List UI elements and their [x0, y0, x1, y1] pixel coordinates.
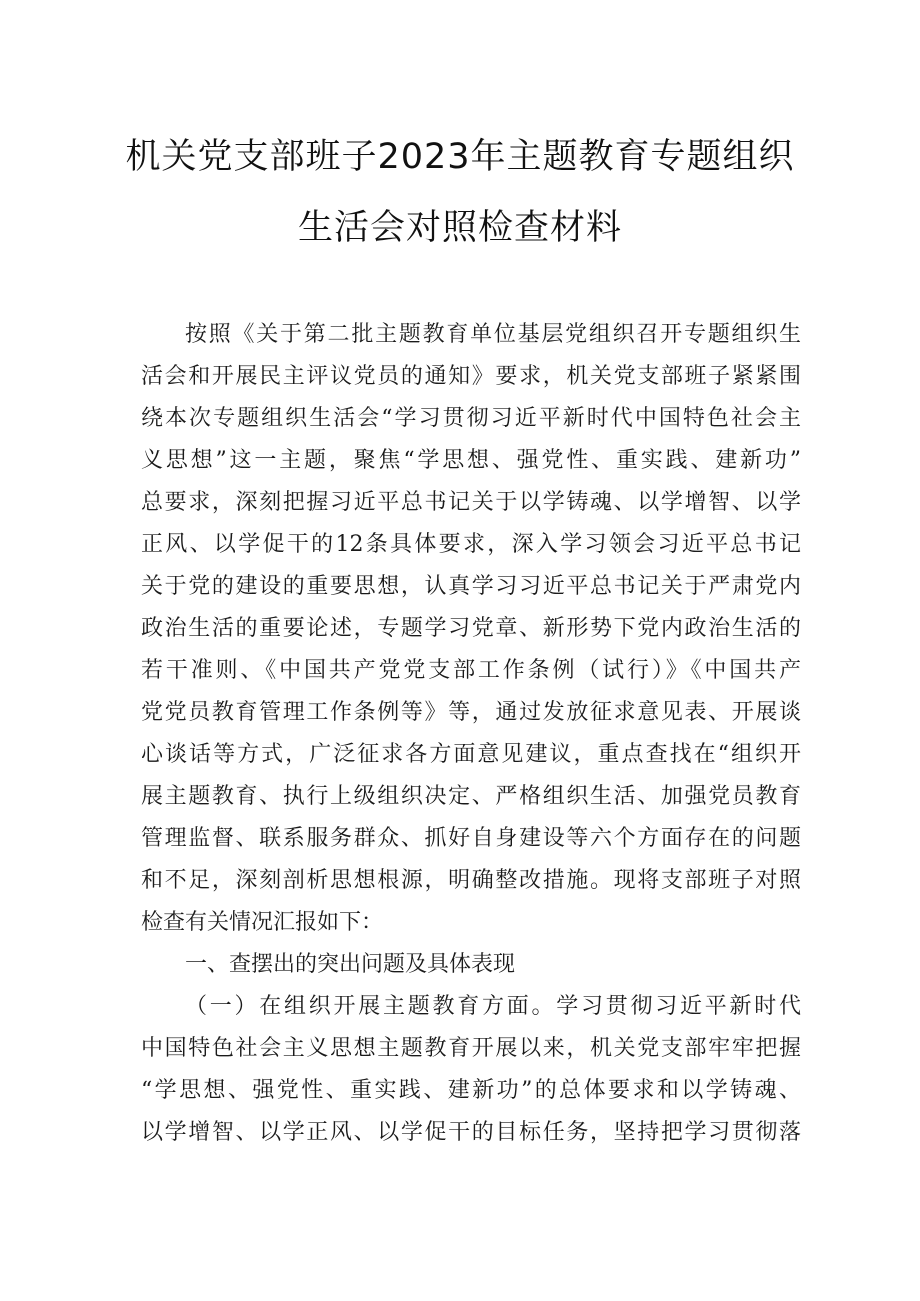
- body-line: 心谈话等方式，广泛征求各方面意见建议，重点查找在“组织开: [141, 742, 801, 767]
- body-line: 总要求，深刻把握习近平总书记关于以学铸魂、以学增智、以学: [141, 490, 801, 515]
- body-line: 政治生活的重要论述，专题学习党章、新形势下党内政治生活的: [141, 616, 801, 641]
- body-line: 管理监督、联系服务群众、抓好自身建设等六个方面存在的问题: [141, 826, 801, 851]
- section-heading: 一、查摆出的突出问题及具体表现: [185, 952, 516, 977]
- body-line: 中国特色社会主义思想主题教育开展以来，机关党支部牢牢把握: [141, 1036, 801, 1061]
- document-title-line-1: 机关党支部班子2023年主题教育专题组织: [125, 137, 795, 177]
- body-line: “学思想、强党性、重实践、建新功”的总体要求和以学铸魂、: [141, 1078, 801, 1103]
- body-line: 以学增智、以学正风、以学促干的目标任务，坚持把学习贯彻落: [141, 1120, 801, 1145]
- body-line: 关于党的建设的重要思想，认真学习习近平总书记关于严肃党内: [141, 574, 801, 599]
- document-title-line-2: 生活会对照检查材料: [297, 208, 622, 248]
- body-line: 绕本次专题组织生活会“学习贯彻习近平新时代中国特色社会主: [141, 406, 801, 431]
- body-line: 展主题教育、执行上级组织决定、严格组织生活、加强党员教育: [141, 784, 801, 809]
- subsection-heading: （一）在组织开展主题教育方面。学习贯彻习近平新时代: [185, 994, 801, 1019]
- body-line: 党党员教育管理工作条例等》等，通过发放征求意见表、开展谈: [141, 700, 801, 725]
- body-line: 和不足，深刻剖析思想根源，明确整改措施。现将支部班子对照: [141, 868, 801, 893]
- body-line: 按照《关于第二批主题教育单位基层党组织召开专题组织生: [185, 322, 801, 347]
- body-line: 正风、以学促干的12条具体要求，深入学习领会习近平总书记: [141, 532, 801, 557]
- body-line: 若干准则、《中国共产党党支部工作条例（试行）》《中国共产: [141, 658, 801, 683]
- body-line: 检查有关情况汇报如下：: [141, 910, 384, 935]
- body-line: 义思想”这一主题，聚焦“学思想、强党性、重实践、建新功”: [141, 448, 801, 473]
- body-line: 活会和开展民主评议党员的通知》要求，机关党支部班子紧紧围: [141, 364, 801, 389]
- document-body: [141, 314, 801, 1154]
